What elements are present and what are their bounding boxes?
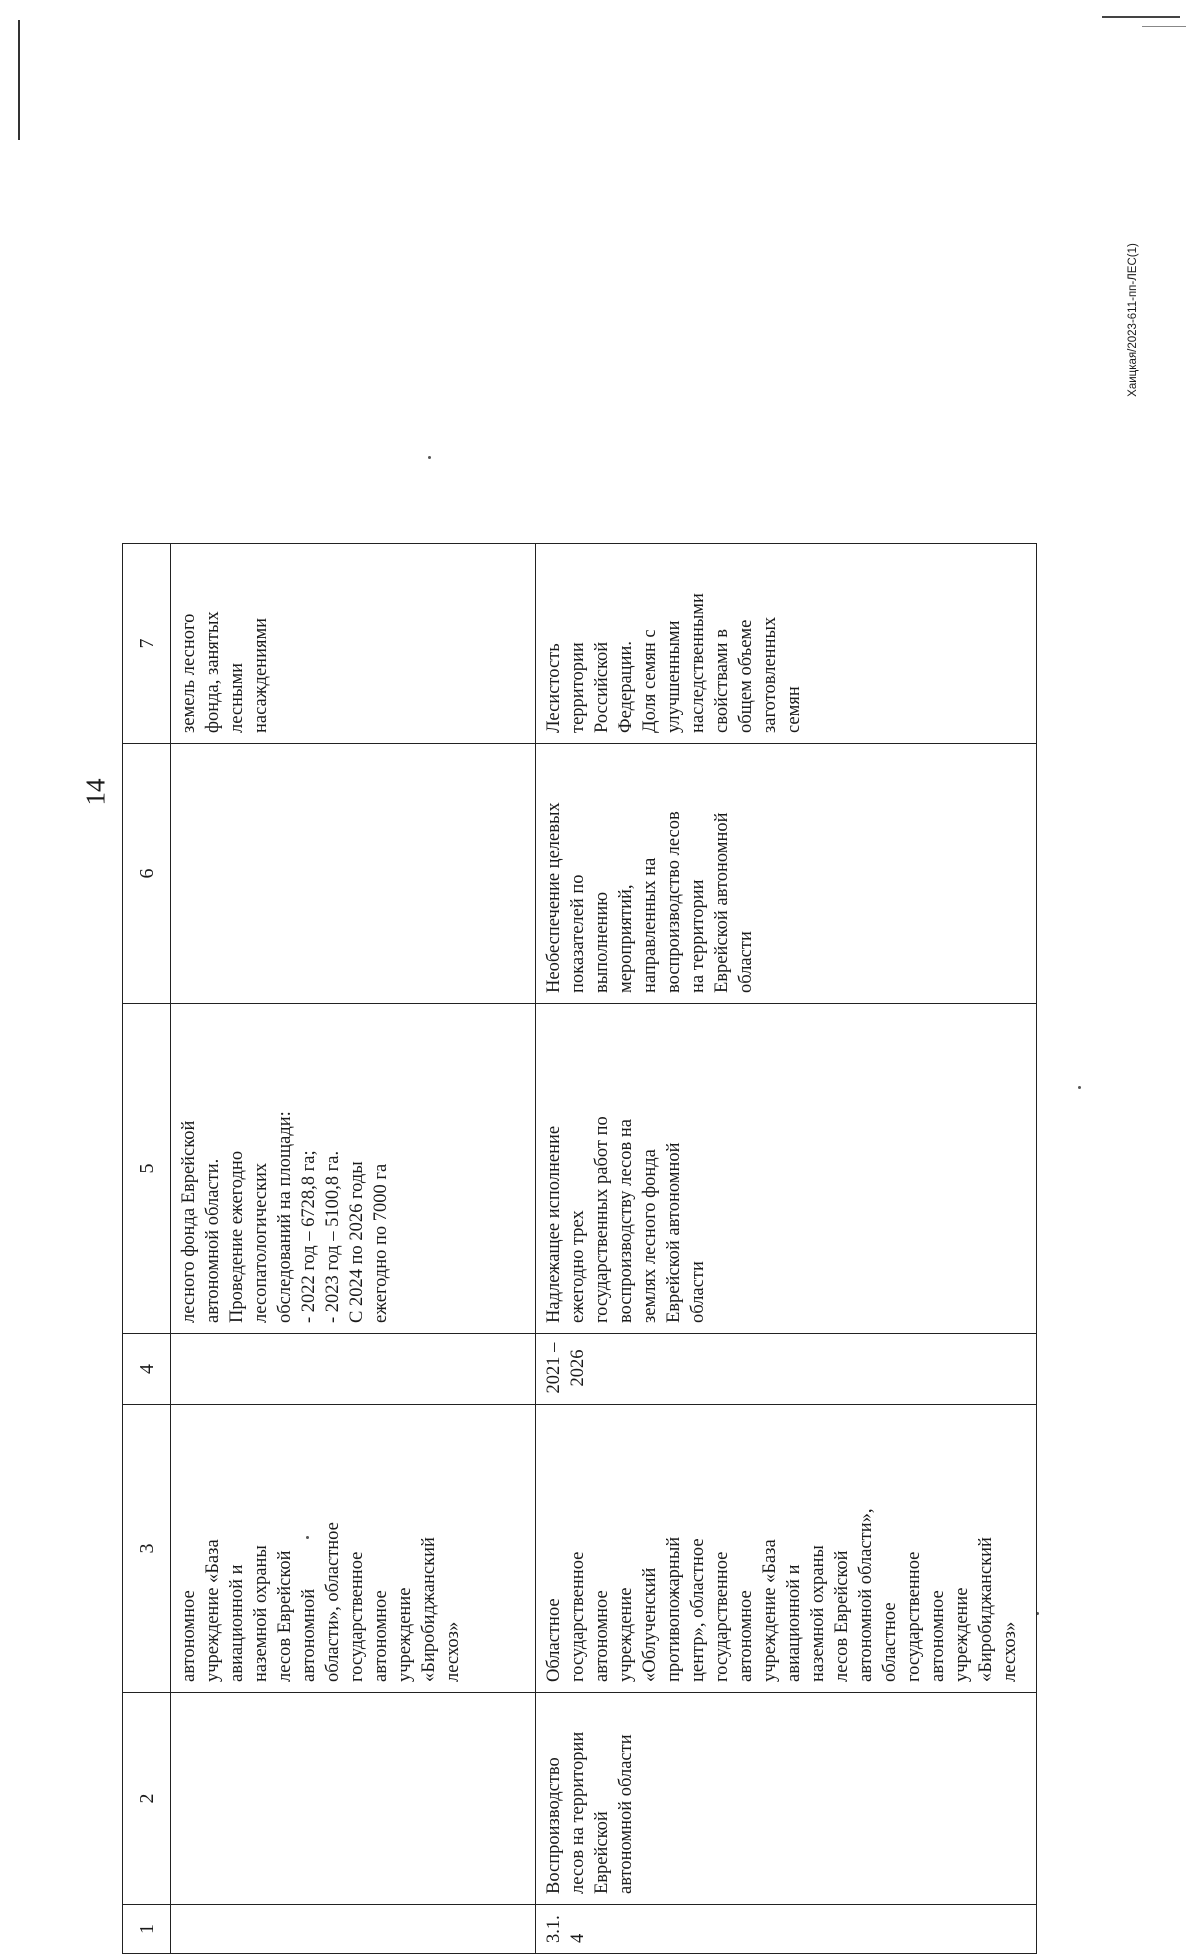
- page-number: 14: [80, 778, 110, 806]
- column-header: 6: [123, 744, 171, 1004]
- cell-consequences: [171, 744, 536, 1004]
- document-code: Хаицкая/2023-611-пп-ЛЕС(1): [1127, 243, 1139, 397]
- column-header: 2: [123, 1693, 171, 1905]
- scan-edge-mark: [1102, 16, 1180, 18]
- rotated-table-frame: [122, 544, 1036, 1954]
- cell-period: [171, 1334, 536, 1405]
- column-header: 3: [123, 1405, 171, 1693]
- scan-edge-mark: [18, 20, 20, 140]
- column-header: 5: [123, 1004, 171, 1334]
- cell-executor: автономное учреждение «База авиационной и наземной охраны лесов Еврейской автономной области», областное государственное автономное учреждение «Биробиджанский лесхоз»: [171, 1405, 536, 1693]
- cell-expected-result: лесного фонда Еврейской автономной области. Проведение ежегодно лесопатологических обследований на площади: - 2022 год – 6728,8 га; - 2023 год – 5100,8 га. С 2024 по 2026 годы ежегодно по 7000 га: [171, 1004, 536, 1334]
- cell-expected-result: Надлежащее исполнение ежегодно трех государственных работ по воспроизводству лесов на землях лесного фонда Еврейской автономной области: [536, 1004, 1037, 1334]
- column-header: 4: [123, 1334, 171, 1405]
- column-header: 1: [123, 1905, 171, 1954]
- table-row: [536, 544, 1037, 1954]
- cell-indicator: Лесистость территории Российской Федерации. Доля семян с улучшенными наследственными свойствами в общем объеме заготовленных семян: [536, 544, 1037, 744]
- cell-consequences: Необеспечение целевых показателей по выполнению мероприятий, направленных на воспроизводство лесов на территории Еврейской автономной области: [536, 744, 1037, 1004]
- measures-table: [122, 543, 1037, 1954]
- column-header: 7: [123, 544, 171, 744]
- cell-measure-name: [171, 1693, 536, 1905]
- cell-number: 3.1.4: [536, 1905, 1037, 1954]
- cell-executor: Областное государственное автономное учреждение «Облученский противопожарный центр», областное государственное автономное учреждение «База авиационной и наземной охраны лесов Еврейской автономной области», областное государственное автономное учреждение «Биробиджанский лесхоз»: [536, 1405, 1037, 1693]
- cell-measure-name: Воспроизводство лесов на территории Еврейской автономной области: [536, 1693, 1037, 1905]
- cell-number: [171, 1905, 536, 1954]
- column-number-row: [123, 544, 171, 1954]
- scan-speck: [428, 456, 431, 459]
- table-row: [171, 544, 536, 1954]
- cell-period: 2021 – 2026: [536, 1334, 1037, 1405]
- scan-edge-mark: [1142, 26, 1186, 27]
- cell-indicator: земель лесного фонда, занятых лесными насаждениями: [171, 544, 536, 744]
- scan-speck: [1078, 1086, 1081, 1089]
